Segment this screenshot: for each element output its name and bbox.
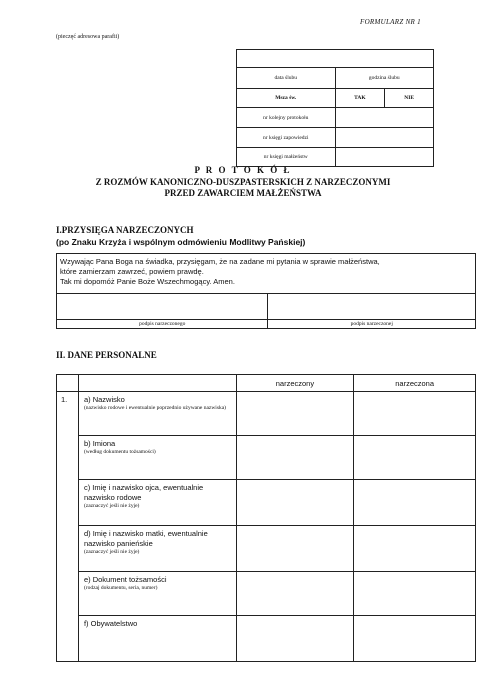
parish-stamp-label: (pieczęć adresowa parafii): [56, 34, 120, 40]
bride-identity-document-field[interactable]: [354, 572, 476, 616]
row-label: b) Imiona: [83, 439, 116, 448]
wedding-date-label: data ślubu: [237, 68, 336, 89]
document-title: [60, 165, 426, 198]
bride-citizenship-field[interactable]: [354, 616, 476, 662]
oath-table: [56, 253, 476, 329]
section-1-header: [56, 224, 305, 248]
mother-name-label: [78, 526, 236, 572]
groom-signature-field[interactable]: [57, 294, 268, 329]
banns-book-number-label: nr księgi zapowiedzi: [237, 128, 336, 148]
section-2-heading: II. DANE PERSONALNE: [56, 350, 157, 360]
oath-line-1: Wzywając Pana Boga na świadka, przysięgam, że na zadane mi pytania w sprawie małżeństwa,: [60, 257, 380, 266]
bride-mother-name-field[interactable]: [354, 526, 476, 572]
section-1-heading: I.PRZYSIĘGA NARZECZONYCH: [56, 225, 194, 235]
surname-label: [78, 392, 236, 436]
mass-yes-option[interactable]: TAK: [335, 89, 385, 108]
groom-first-names-field[interactable]: [236, 436, 354, 480]
row-note: (według dokumentu tożsamości): [83, 449, 156, 455]
oath-text: [57, 254, 476, 294]
oath-line-3: Tak mi dopomóż Panie Boże Wszechmogący. Amen.: [60, 277, 235, 286]
mass-no-option[interactable]: NIE: [385, 89, 434, 108]
bride-first-names-field[interactable]: [354, 436, 476, 480]
wedding-hour-label: godzina ślubu: [335, 68, 434, 89]
row-label: d) Imię i nazwisko matki, ewentualnie nazwisko panieńskie: [83, 529, 208, 548]
bride-signature-field[interactable]: [268, 294, 476, 329]
marriage-book-number-label: nr księgi małżeństw: [237, 148, 336, 167]
row-label: e) Dokument tożsamości: [83, 575, 167, 584]
row-note: (zaznaczyć jeśli nie żyje): [83, 503, 140, 509]
header-blank-cell: [78, 375, 236, 392]
groom-identity-document-field[interactable]: [236, 572, 354, 616]
title-line-1: P R O T O K Ó Ł: [194, 165, 292, 175]
form-name: FORMULARZ NR 1: [360, 18, 421, 26]
first-names-label: [78, 436, 236, 480]
row-note: (zaznaczyć jeśli nie żyje): [83, 549, 140, 555]
groom-signature-label: podpis narzeczonego: [57, 319, 267, 328]
row-note: (nazwisko rodowe i ewentualnie poprzednio używane nazwiska): [83, 405, 226, 411]
groom-mother-name-field[interactable]: [236, 526, 354, 572]
row-label: a) Nazwisko: [83, 395, 125, 404]
row-label: f) Obywatelstwo: [83, 619, 138, 628]
bride-father-name-field[interactable]: [354, 480, 476, 526]
row-number: 1.: [57, 392, 79, 662]
identity-document-label: [78, 572, 236, 616]
citizenship-label: [78, 616, 236, 662]
row-note: (rodzaj dokumentu, seria, numer): [83, 585, 158, 591]
title-line-2: Z ROZMÓW KANONICZNO-DUSZPASTERSKICH Z NARZECZONYMI: [95, 177, 391, 187]
mass-label: Msza św.: [237, 89, 336, 108]
groom-father-name-field[interactable]: [236, 480, 354, 526]
groom-column-header: narzeczony: [236, 375, 354, 392]
title-line-3: PRZED ZAWARCIEM MAŁŻEŃSTWA: [164, 188, 322, 198]
banns-book-number-field[interactable]: [335, 128, 434, 148]
section-1-subheading: (po Znaku Krzyża i wspólnym odmówieniu Modlitwy Pańskiej): [56, 237, 306, 247]
header-blank-cell: [57, 375, 79, 392]
father-name-label: [78, 480, 236, 526]
registry-table: [236, 49, 434, 167]
personal-data-table: [56, 374, 476, 662]
groom-surname-field[interactable]: [236, 392, 354, 436]
oath-line-2: które zamierzam zawrzeć, powiem prawdę.: [60, 267, 204, 276]
row-label: c) Imię i nazwisko ojca, ewentualnie nazwisko rodowe: [83, 483, 204, 502]
bride-signature-label: podpis narzeczonej: [268, 319, 475, 328]
bride-surname-field[interactable]: [354, 392, 476, 436]
bride-column-header: narzeczona: [354, 375, 476, 392]
marriage-book-number-field[interactable]: [335, 148, 434, 167]
groom-citizenship-field[interactable]: [236, 616, 354, 662]
protocol-number-field[interactable]: [335, 108, 434, 128]
protocol-number-label: nr kolejny protokołu: [237, 108, 336, 128]
registry-blank-cell[interactable]: [237, 50, 434, 68]
